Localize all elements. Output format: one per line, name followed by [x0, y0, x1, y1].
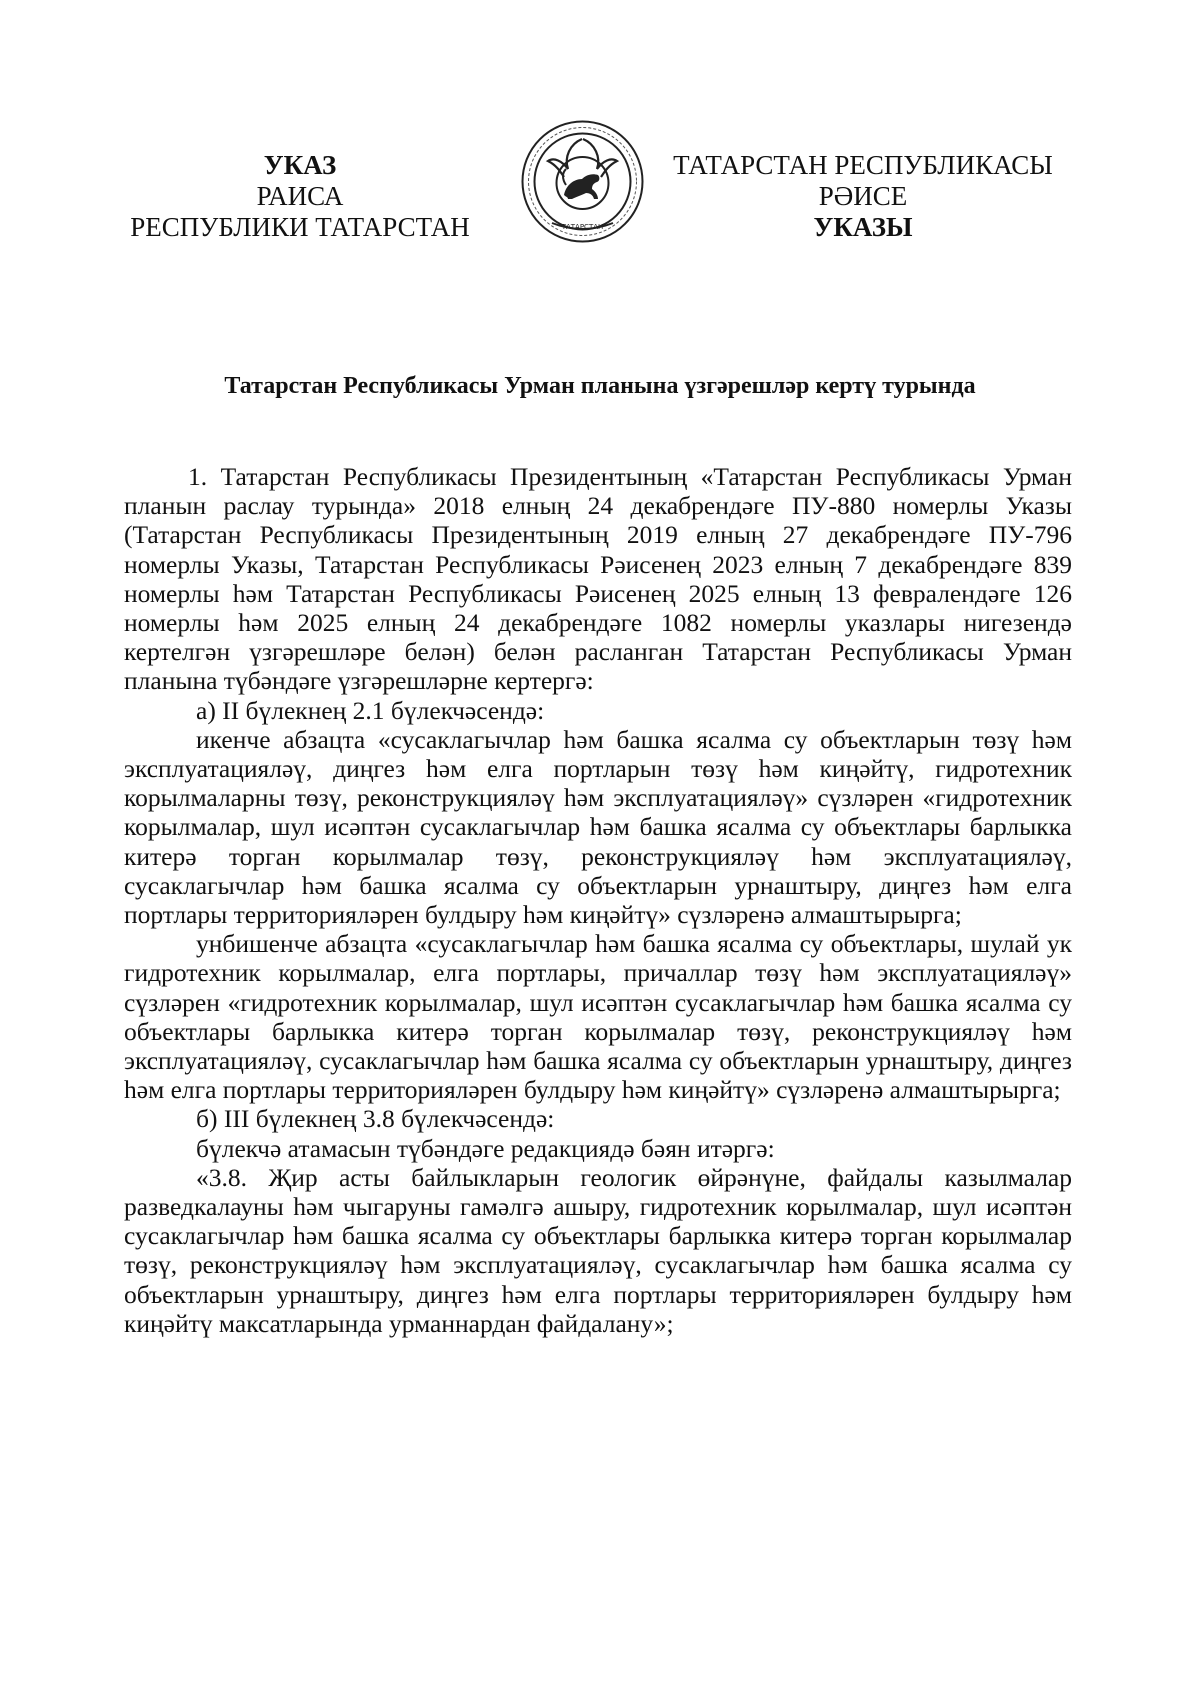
emblem-ribbon-text: ТАТАРСТАН	[561, 223, 604, 231]
paragraph-3: икенче абзацта «сусаклагычлар һәм башка ясалма су объектларын төзү һәм эксплуатацияләү, диңгез һәм елга портларын төзү һәм киңәйтү, гидротехник корылмаларны төзү, реконструкцияләү һәм эксплуатацияләү» сүзләрен «гидротехник корылмалар, шул исәптән сусаклагычлар һәм башка ясалма су объектлары барлыкка китерә торган корылмалар төзү, реконструкцияләү һәм эксплуатацияләү, сусаклагычлар һәм башка ясалма су объектларын урнаштыру, диңгез һәм елга портлары территорияләрен булдыру һәм киңәйтү» сүзләренә алмаштырырга;	[124, 724, 1072, 930]
paragraph-4: унбишенче абзацта «сусаклагычлар һәм башка ясалма су объектлары, шулай ук гидротехник корылмалар, елга портлары, причаллар төзү һәм эксплуатацияләү» сүзләрен «гидротехник корылмалар, шул исәптән сусаклагычлар һәм башка ясалма су объектлары барлыкка китерә торган корылмалар төзү, реконструкцияләү һәм эксплуатацияләү, сусаклагычлар һәм башка ясалма су объектларын урнаштыру, диңгез һәм елга портлары территорияләрен булдыру һәм киңәйтү» сүзләренә алмаштырырга;	[124, 929, 1072, 1105]
paragraph-5: б) III бүлекнең 3.8 бүлекчәсендә:	[196, 1104, 555, 1134]
header-russian-line1: УКАЗ	[263, 150, 337, 180]
paragraph-2: а) II бүлекнең 2.1 бүлекчәсендә:	[196, 695, 545, 725]
header-russian	[120, 150, 480, 243]
header-tatar	[668, 150, 1058, 243]
header-tatar-line1: ТАТАРСТАН РЕСПУБЛИКАСЫ	[673, 150, 1053, 180]
paragraph-6: бүлекчә атамасын түбәндәге редакциядә бәян итәргә:	[196, 1133, 775, 1163]
header-russian-line2: РАИСА	[256, 181, 344, 211]
paragraph-7: «3.8. Җир асты байлыкларын геологик өйрәнүне, файдалы казылмалар разведкалауны һәм чыгаруны гамәлгә ашыру, гидротехник корылмалар, шул исәптән сусаклагычлар һәм башка ясалма су объектлары барлыкка китерә торган корылмалар төзү, реконструкцияләү һәм эксплуатацияләү, сусаклагычлар һәм башка ясалма су объектларын урнаштыру, диңгез һәм елга портлары территорияләрен булдыру һәм киңәйтү максатларында урманнардан файдалану»;	[124, 1162, 1072, 1338]
paragraph-1: 1. Татарстан Республикасы Президентының «Татарстан Республикасы Урман планын раслау турында» 2018 елның 24 декабрендәге ПУ-880 номерлы Указы (Татарстан Республикасы Президентының 2019 елның 27 декабрендәге ПУ-796 номерлы Указы, Татарстан Республикасы Рәисенең 2023 елның 7 декабрендәге 839 номерлы һәм Татарстан Республикасы Рәисенең 2025 елның 13 февралендәге 126 номерлы һәм 2025 елның 24 декабрендәге 1082 номерлы указлары нигезендә кертелгән үзгәрешләре белән) белән расланган Татарстан Республикасы Урман планына түбәндәге үзгәрешләрне кертергә:	[124, 462, 1072, 696]
header-russian-line3: РЕСПУБЛИКИ ТАТАРСТАН	[130, 212, 470, 242]
header-tatar-line3: УКАЗЫ	[813, 212, 913, 242]
document-body	[124, 462, 1072, 1338]
document-title: Татарстан Республикасы Урман планына үзгәрешләр кертү турында	[224, 373, 976, 399]
header-tatar-line2: РӘИСЕ	[818, 181, 908, 211]
coat-of-arms-emblem	[520, 119, 645, 244]
